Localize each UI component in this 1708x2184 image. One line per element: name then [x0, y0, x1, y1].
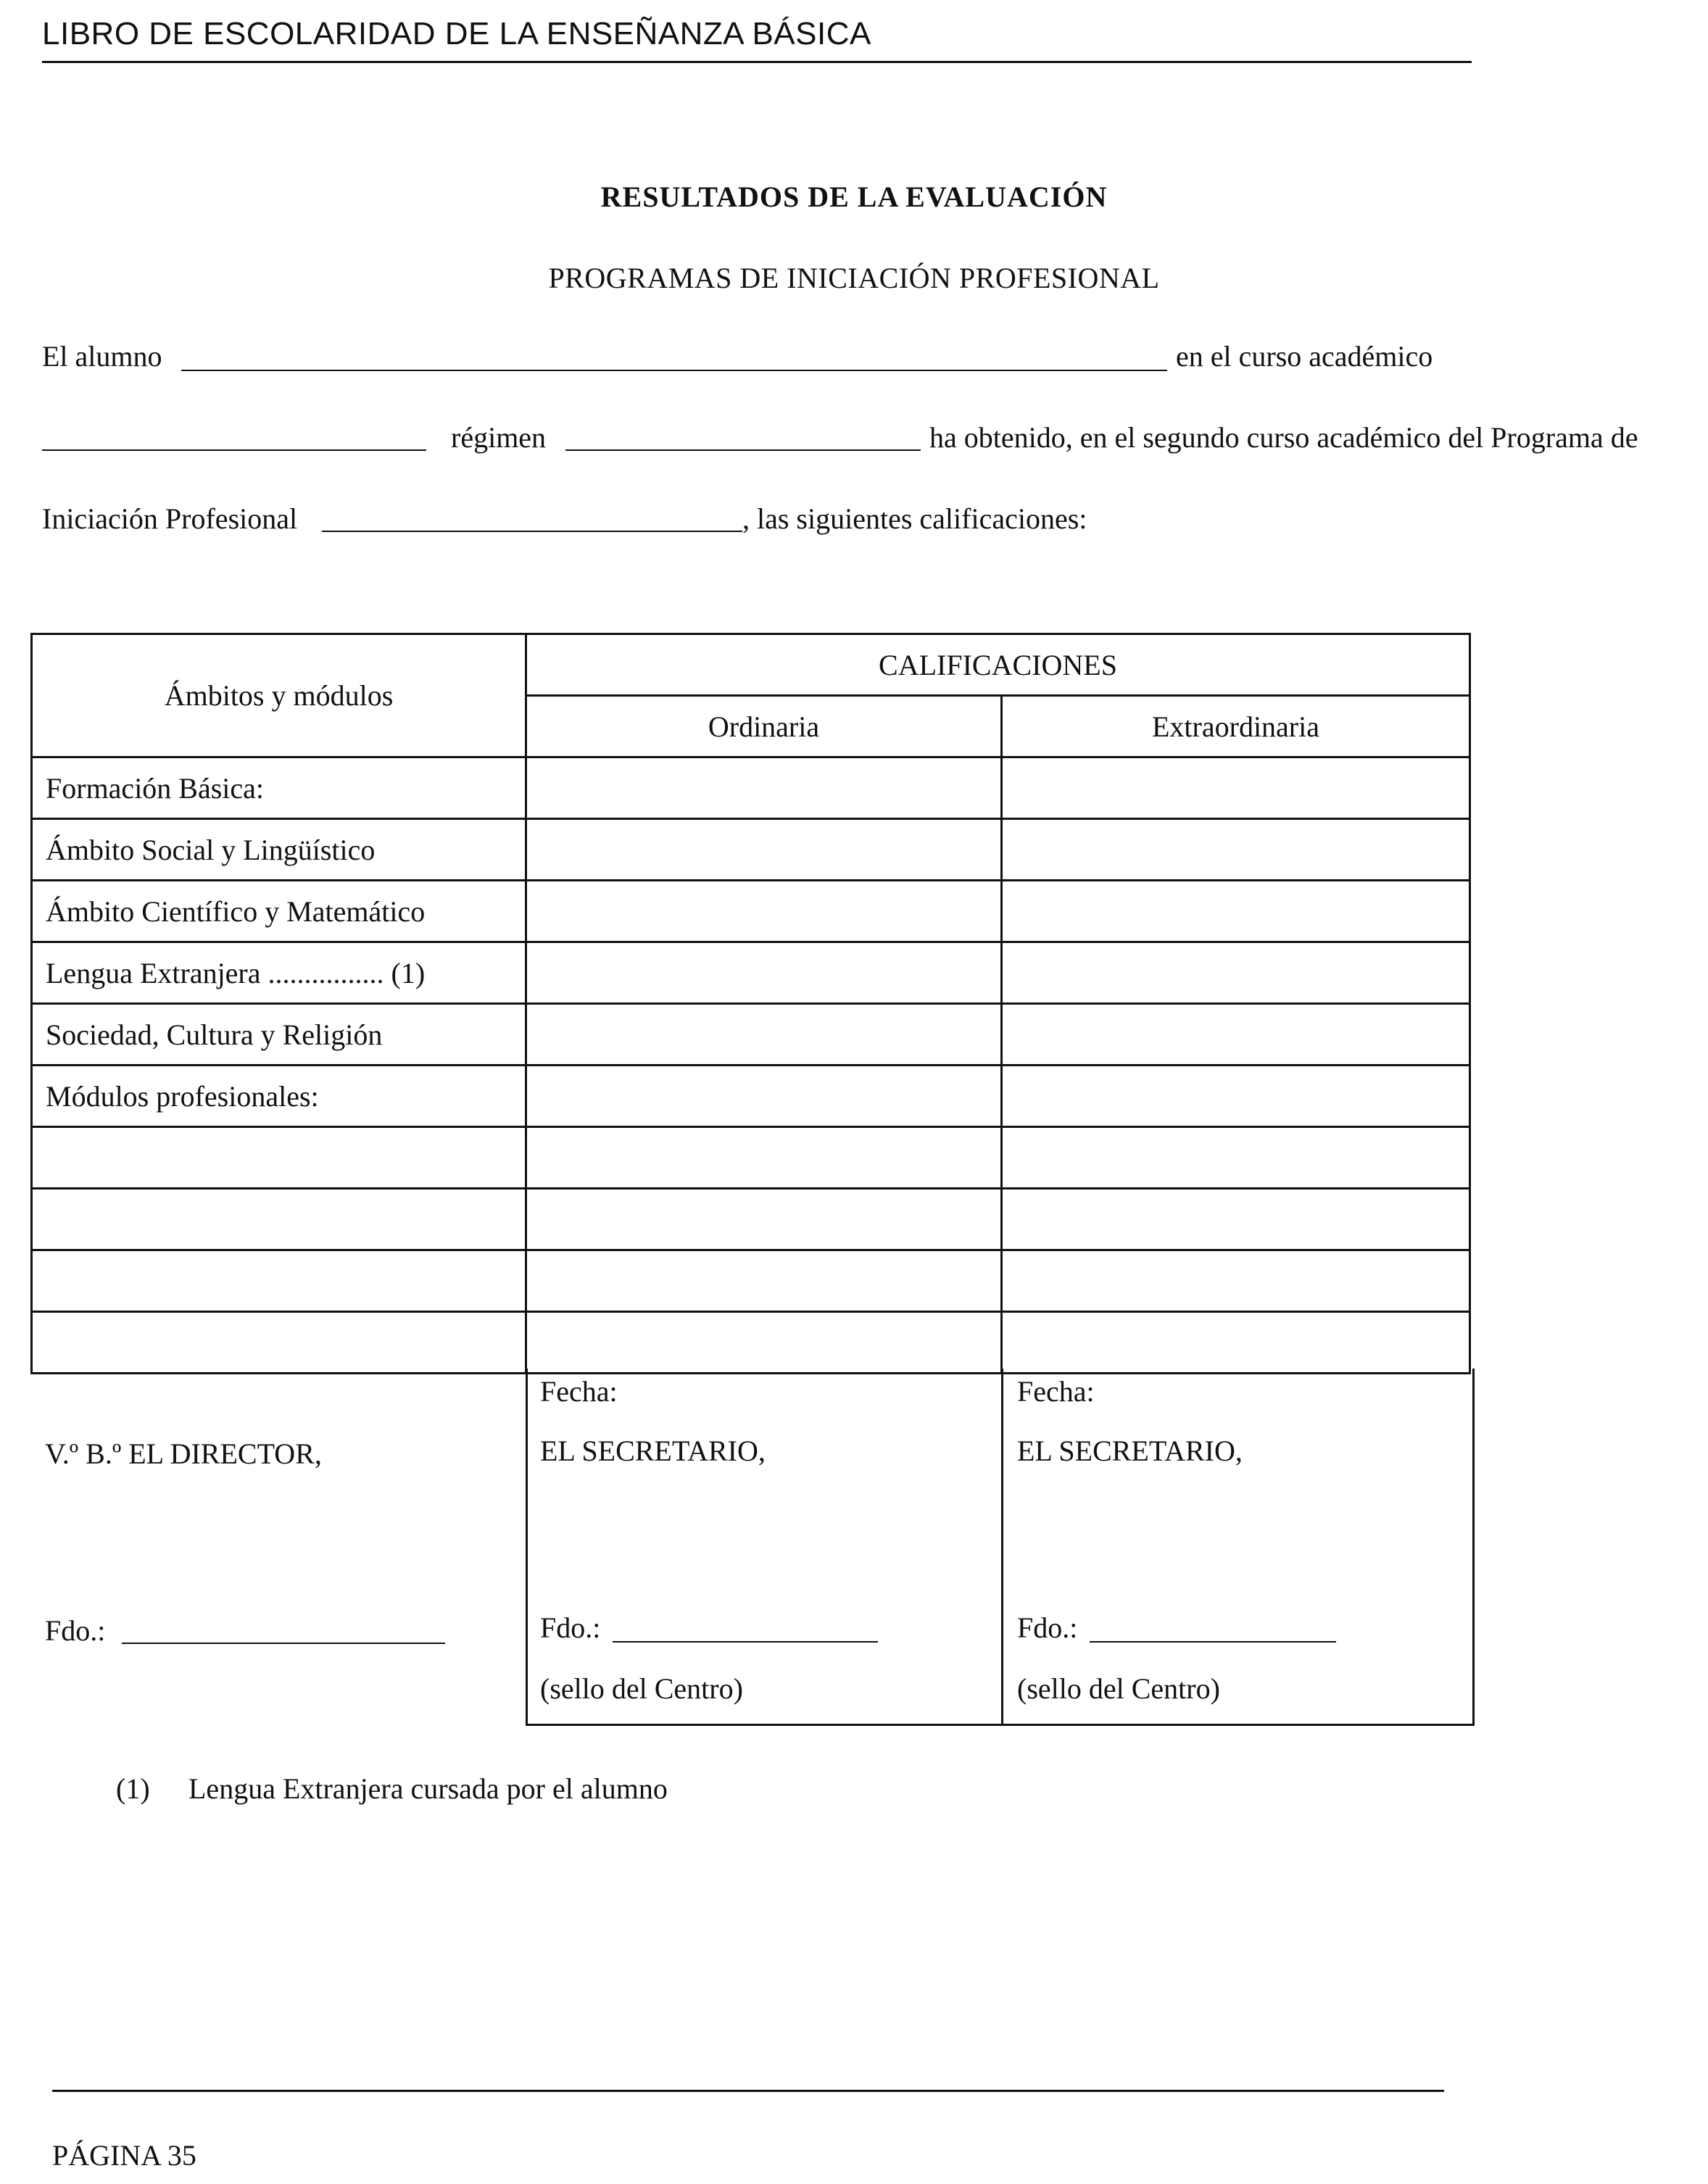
- table-row: [32, 1066, 1470, 1127]
- table-row: [32, 942, 1470, 1004]
- extraordinary-grade-cell[interactable]: [1002, 1250, 1470, 1312]
- extraordinary-signed-label: Fdo.:: [1017, 1611, 1078, 1644]
- grades-intro-text: , las siguientes calificaciones:: [742, 502, 1087, 535]
- row-label: Módulos profesionales:: [32, 1066, 526, 1127]
- ordinary-grade-cell[interactable]: [526, 819, 1002, 881]
- ordinary-column-header: Ordinaria: [526, 696, 1002, 757]
- extraordinary-column-header: Extraordinaria: [1002, 696, 1470, 757]
- ordinary-signature-field[interactable]: [613, 1641, 878, 1643]
- footnote-marker: (1): [116, 1772, 150, 1805]
- extraordinary-grade-cell[interactable]: [1002, 942, 1470, 1004]
- ordinary-grade-cell[interactable]: [526, 1250, 1002, 1312]
- ordinary-secretary-title: EL SECRETARIO,: [540, 1434, 766, 1467]
- student-label: El alumno: [42, 340, 162, 373]
- regime-label: régimen: [451, 421, 547, 454]
- extraordinary-date-label: Fecha:: [1017, 1375, 1095, 1408]
- ordinary-grade-cell[interactable]: [526, 757, 1002, 819]
- program-name-field[interactable]: [322, 531, 742, 532]
- director-signed-label: Fdo.:: [45, 1614, 106, 1647]
- program-label: Iniciación Profesional: [42, 502, 298, 535]
- regime-field[interactable]: [565, 449, 921, 451]
- director-signature-field[interactable]: [122, 1643, 445, 1644]
- extraordinary-grade-cell[interactable]: [1002, 881, 1470, 942]
- modules-column-header: Ámbitos y módulos: [32, 634, 526, 757]
- extraordinary-grade-cell[interactable]: [1002, 1066, 1470, 1127]
- row-label: Formación Básica:: [32, 757, 526, 819]
- table-row: [32, 881, 1470, 942]
- page-number: PÁGINA 35: [52, 2139, 196, 2172]
- ordinary-date-label: Fecha:: [540, 1375, 618, 1408]
- director-title: V.º B.º EL DIRECTOR,: [45, 1437, 322, 1470]
- table-row: [32, 1127, 1470, 1189]
- module-name-cell[interactable]: [32, 1189, 526, 1250]
- extraordinary-grade-cell[interactable]: [1002, 1004, 1470, 1066]
- footnote-text: Lengua Extranjera cursada por el alumno: [188, 1772, 668, 1805]
- ordinary-signed-label: Fdo.:: [540, 1611, 601, 1644]
- table-row: [32, 1004, 1470, 1066]
- document-title: RESULTADOS DE LA EVALUACIÓN: [600, 180, 1108, 213]
- footer-rule: [52, 2090, 1444, 2092]
- ordinary-grade-cell[interactable]: [526, 1312, 1002, 1374]
- extraordinary-seal-label: (sello del Centro): [1017, 1672, 1220, 1705]
- ordinary-grade-cell[interactable]: [526, 1066, 1002, 1127]
- grades-table: [30, 633, 1471, 1374]
- row-label: Ámbito Social y Lingüístico: [32, 819, 526, 881]
- row-label: Sociedad, Cultura y Religión: [32, 1004, 526, 1066]
- ordinary-grade-cell[interactable]: [526, 942, 1002, 1004]
- table-row: [32, 1189, 1470, 1250]
- table-row: [32, 1312, 1470, 1374]
- table-row: [32, 819, 1470, 881]
- ordinary-grade-cell[interactable]: [526, 1127, 1002, 1189]
- ordinary-grade-cell[interactable]: [526, 881, 1002, 942]
- extraordinary-secretary-title: EL SECRETARIO,: [1017, 1434, 1243, 1467]
- student-name-field[interactable]: [181, 370, 1167, 371]
- header-rule: [42, 61, 1472, 63]
- extraordinary-grade-cell[interactable]: [1002, 1127, 1470, 1189]
- module-name-cell[interactable]: [32, 1250, 526, 1312]
- table-row: [32, 757, 1470, 819]
- academic-year-field[interactable]: [42, 449, 426, 451]
- extraordinary-signature-field[interactable]: [1090, 1641, 1336, 1643]
- academic-year-label: en el curso académico: [1176, 340, 1433, 373]
- program-intro-text: ha obtenido, en el segundo curso académico del Programa de: [929, 421, 1638, 454]
- table-row: [32, 1250, 1470, 1312]
- ordinary-seal-label: (sello del Centro): [540, 1672, 743, 1705]
- signature-divider: [1001, 1369, 1003, 1724]
- module-name-cell[interactable]: [32, 1127, 526, 1189]
- extraordinary-grade-cell[interactable]: [1002, 819, 1470, 881]
- ordinary-grade-cell[interactable]: [526, 1189, 1002, 1250]
- row-label: Lengua Extranjera ................ (1): [32, 942, 526, 1004]
- grades-header: CALIFICACIONES: [526, 634, 1470, 696]
- document-subtitle: PROGRAMAS DE INICIACIÓN PROFESIONAL: [548, 262, 1160, 294]
- extraordinary-grade-cell[interactable]: [1002, 1189, 1470, 1250]
- running-header: LIBRO DE ESCOLARIDAD DE LA ENSEÑANZA BÁSICA: [42, 16, 871, 51]
- extraordinary-grade-cell[interactable]: [1002, 1312, 1470, 1374]
- module-name-cell[interactable]: [32, 1312, 526, 1374]
- row-label: Ámbito Científico y Matemático: [32, 881, 526, 942]
- extraordinary-grade-cell[interactable]: [1002, 757, 1470, 819]
- ordinary-grade-cell[interactable]: [526, 1004, 1002, 1066]
